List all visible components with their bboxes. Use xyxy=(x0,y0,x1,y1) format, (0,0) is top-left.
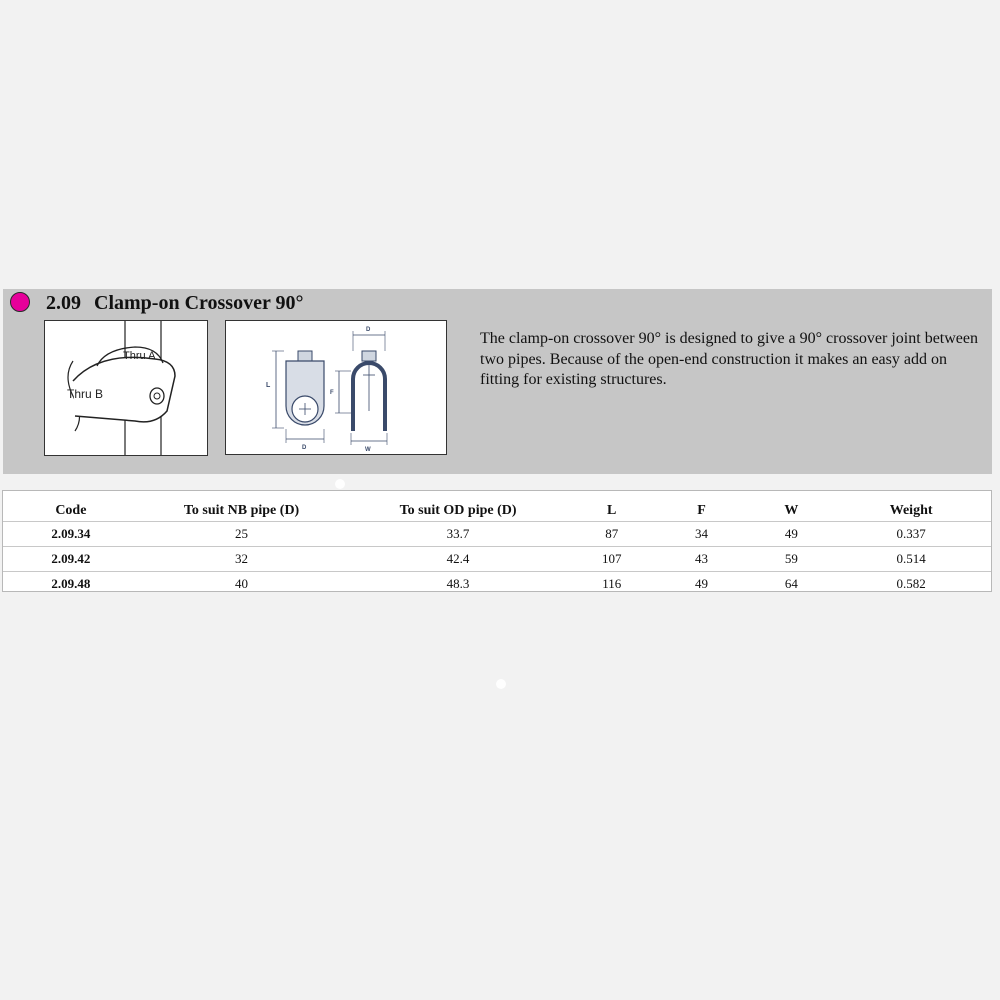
decorative-dot xyxy=(496,679,506,689)
section-bullet-icon xyxy=(10,292,30,312)
column-header: Code xyxy=(55,503,87,518)
table-cell: 87 xyxy=(572,522,652,547)
section-title: Clamp-on Crossover 90° xyxy=(94,292,304,314)
table-cell: 42.4 xyxy=(344,547,572,572)
table-cell: 48.3 xyxy=(344,572,572,597)
dimension-drawing xyxy=(225,320,447,455)
thru-a-label: Thru A xyxy=(123,350,156,362)
table-cell: 49 xyxy=(751,522,831,547)
dim-label-l: L xyxy=(266,382,271,389)
section-description: The clamp-on crossover 90° is designed to give a 90° crossover joint between two pipes. Because of the open-end construction it makes an easy add on fitting for existing structures. xyxy=(480,330,978,388)
dim-label-f: F xyxy=(330,390,334,396)
table-cell: 2.09.42 xyxy=(3,547,139,572)
table-cell: 32 xyxy=(139,547,345,572)
table-cell: 40 xyxy=(139,572,345,597)
table-cell: 25 xyxy=(139,522,345,547)
table-cell: 0.337 xyxy=(831,522,991,547)
table-cell: 34 xyxy=(652,522,752,547)
section-number: 2.09 xyxy=(46,292,81,314)
column-header: Weight xyxy=(889,503,933,518)
table-cell: 2.09.34 xyxy=(3,522,139,547)
specification-table xyxy=(2,490,992,592)
table-row xyxy=(3,572,991,597)
table-header-row xyxy=(3,491,991,522)
table-cell: 59 xyxy=(751,547,831,572)
dim-label-d-bottom: D xyxy=(302,445,307,451)
column-header: F xyxy=(697,503,706,518)
table-cell: 116 xyxy=(572,572,652,597)
table-row xyxy=(3,547,991,572)
table-cell: 107 xyxy=(572,547,652,572)
column-header: L xyxy=(607,503,617,518)
table-cell: 0.514 xyxy=(831,547,991,572)
clamp-illustration-icon xyxy=(45,321,207,455)
table-cell: 43 xyxy=(652,547,752,572)
table-row xyxy=(3,522,991,547)
dim-label-d-top: D xyxy=(366,327,371,333)
table-cell: 0.582 xyxy=(831,572,991,597)
table-cell: 64 xyxy=(751,572,831,597)
table-cell: 49 xyxy=(652,572,752,597)
decorative-dot xyxy=(335,479,345,489)
section-heading xyxy=(46,292,303,315)
dimension-drawing-icon xyxy=(226,321,446,454)
column-header: W xyxy=(784,503,799,518)
table-cell: 2.09.48 xyxy=(3,572,139,597)
table-cell: 33.7 xyxy=(344,522,572,547)
fitting-illustration xyxy=(44,320,208,456)
column-header: To suit NB pipe (D) xyxy=(183,503,300,518)
dim-label-w: W xyxy=(365,447,371,453)
column-header: To suit OD pipe (D) xyxy=(399,503,517,518)
thru-b-label: Thru B xyxy=(67,387,104,401)
